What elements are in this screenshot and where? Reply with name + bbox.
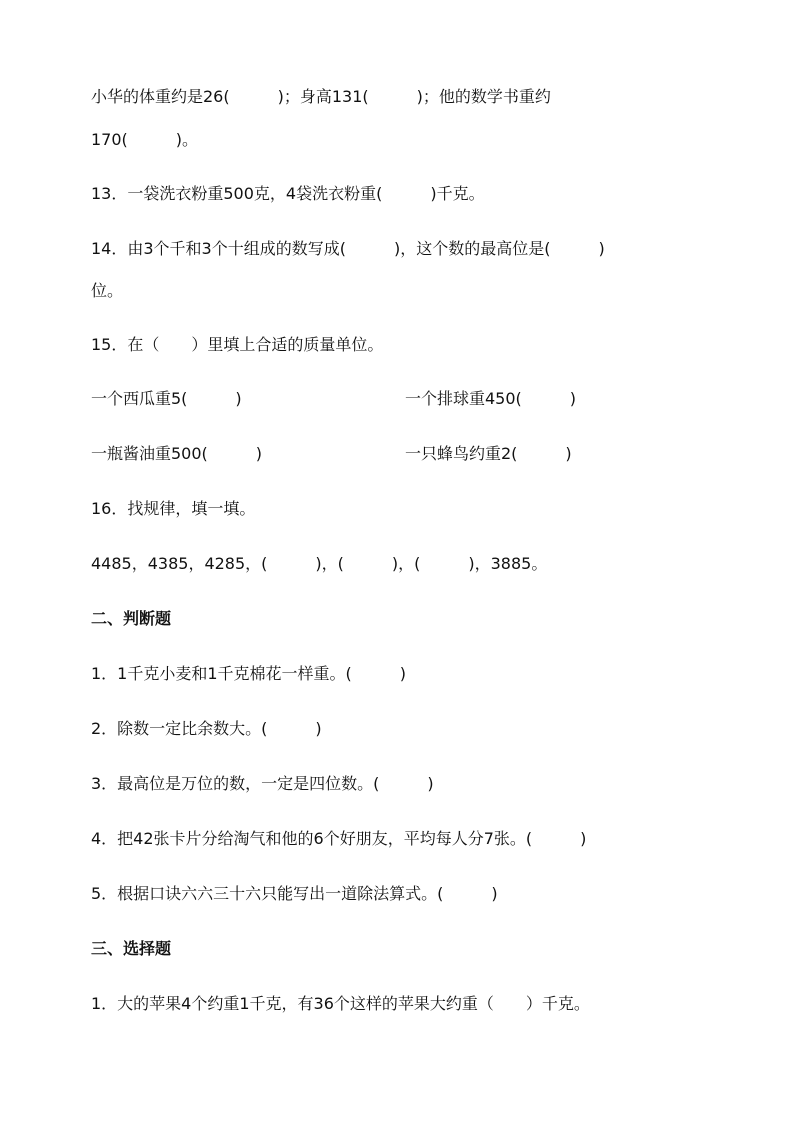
- judgement-5: 5．根据口诀六六三十六只能写出一道除法算式。( ): [91, 884, 498, 903]
- question-14-line-1: 14．由3个千和3个十组成的数写成( )，这个数的最高位是( ): [91, 239, 605, 258]
- section-2-heading: 二、判断题: [91, 609, 172, 628]
- question-12-continued-line-1: 小华的体重约是26( )；身高131( )；他的数学书重约: [91, 87, 551, 106]
- question-13: 13．一袋洗衣粉重500克，4袋洗衣粉重( )千克。: [91, 184, 485, 203]
- question-16-sequence: 4485，4385，4285，( )，( )，( )，3885。: [91, 554, 548, 573]
- question-15-item-watermelon: 一个西瓜重5( ): [91, 389, 242, 408]
- question-16: 16．找规律，填一填。: [91, 499, 256, 518]
- judgement-2: 2．除数一定比余数大。( ): [91, 719, 322, 738]
- question-15-item-volleyball: 一个排球重450( ): [405, 389, 577, 408]
- question-12-continued-line-2: 170( )。: [91, 130, 199, 149]
- judgement-1: 1．1千克小麦和1千克棉花一样重。( ): [91, 664, 407, 683]
- judgement-3: 3．最高位是万位的数，一定是四位数。( ): [91, 774, 434, 793]
- section-3-heading: 三、选择题: [91, 939, 172, 958]
- question-15: 15．在（ ）里填上合适的质量单位。: [91, 335, 384, 354]
- judgement-4: 4．把42张卡片分给淘气和他的6个好朋友，平均每人分7张。( ): [91, 829, 587, 848]
- question-14-line-2: 位。: [91, 281, 124, 300]
- choice-1: 1．大的苹果4个约重1千克，有36个这样的苹果大约重（ ）千克。: [91, 994, 590, 1013]
- question-15-item-soy-sauce: 一瓶酱油重500( ): [91, 444, 263, 463]
- question-15-item-hummingbird: 一只蜂鸟约重2( ): [405, 444, 572, 463]
